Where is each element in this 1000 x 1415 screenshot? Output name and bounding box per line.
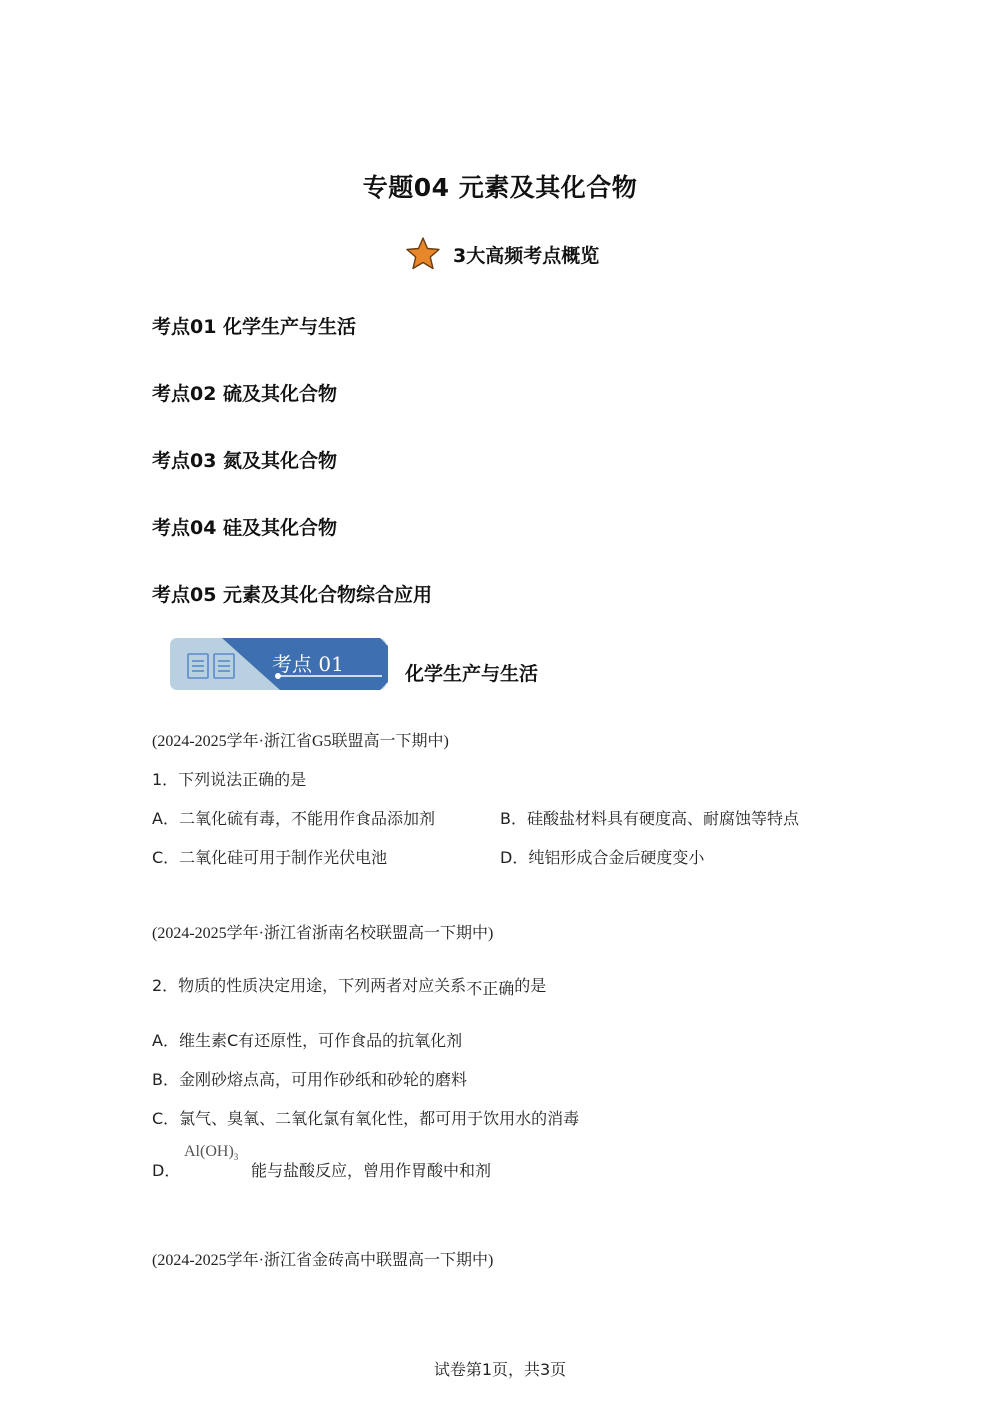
option-2c: C．氯气、臭氧、二氧化氯有氧化性，都可用于饮用水的消毒 <box>152 1109 580 1128</box>
overview-text: 3大高频考点概览 <box>453 244 600 267</box>
topic-item-5: 考点05 元素及其化合物综合应用 <box>152 584 433 606</box>
question-stem-2-main: 2．物质的性质决定用途，下列两者对应关系 <box>152 976 467 995</box>
banner-label: 考点 01 <box>272 652 344 676</box>
aluminum-hydroxide-formula <box>184 1143 238 1162</box>
question-source-1: (2024-2025学年·浙江省G5联盟高一下期中) <box>152 733 449 750</box>
formula-subscript: 3 <box>233 1152 239 1163</box>
topic-item-2: 考点02 硫及其化合物 <box>152 383 338 405</box>
question-stem-1: 1．下列说法正确的是 <box>152 770 307 789</box>
option-2d-prefix: D． <box>152 1161 181 1180</box>
document-title: 专题04 元素及其化合物 <box>362 173 638 202</box>
option-1c: C．二氧化硅可用于制作光伏电池 <box>152 848 388 867</box>
topic-item-3: 考点03 氮及其化合物 <box>152 450 338 472</box>
option-1a: A．二氧化硫有毒，不能用作食品添加剂 <box>152 809 435 828</box>
overview-heading <box>405 236 599 272</box>
question-stem-2 <box>152 973 546 996</box>
formula-base: Al(OH) <box>184 1143 234 1160</box>
question-stem-2-emphasis: 不正确 <box>466 979 515 998</box>
option-1d: D．纯铝形成合金后硬度变小 <box>500 848 705 867</box>
option-1b: B．硅酸盐材料具有硬度高、耐腐蚀等特点 <box>500 809 799 828</box>
option-2d-text: 能与盐酸反应，曾用作胃酸中和剂 <box>251 1161 492 1180</box>
section-title: 化学生产与生活 <box>405 663 539 685</box>
option-2a: A．维生素C有还原性，可作食品的抗氧化剂 <box>152 1031 463 1050</box>
topic-item-4: 考点04 硅及其化合物 <box>152 517 338 539</box>
question-source-3: (2024-2025学年·浙江省金砖高中联盟高一下期中) <box>152 1252 494 1269</box>
option-2b: B．金刚砂熔点高，可用作砂纸和砂轮的磨料 <box>152 1070 467 1089</box>
page-footer: 试卷第1页，共3页 <box>433 1360 567 1379</box>
question-stem-2-end: 的是 <box>514 976 547 995</box>
question-source-2: (2024-2025学年·浙江省浙南名校联盟高一下期中) <box>152 925 494 942</box>
topic-item-1: 考点01 化学生产与生活 <box>152 316 357 338</box>
star-icon <box>405 236 441 272</box>
